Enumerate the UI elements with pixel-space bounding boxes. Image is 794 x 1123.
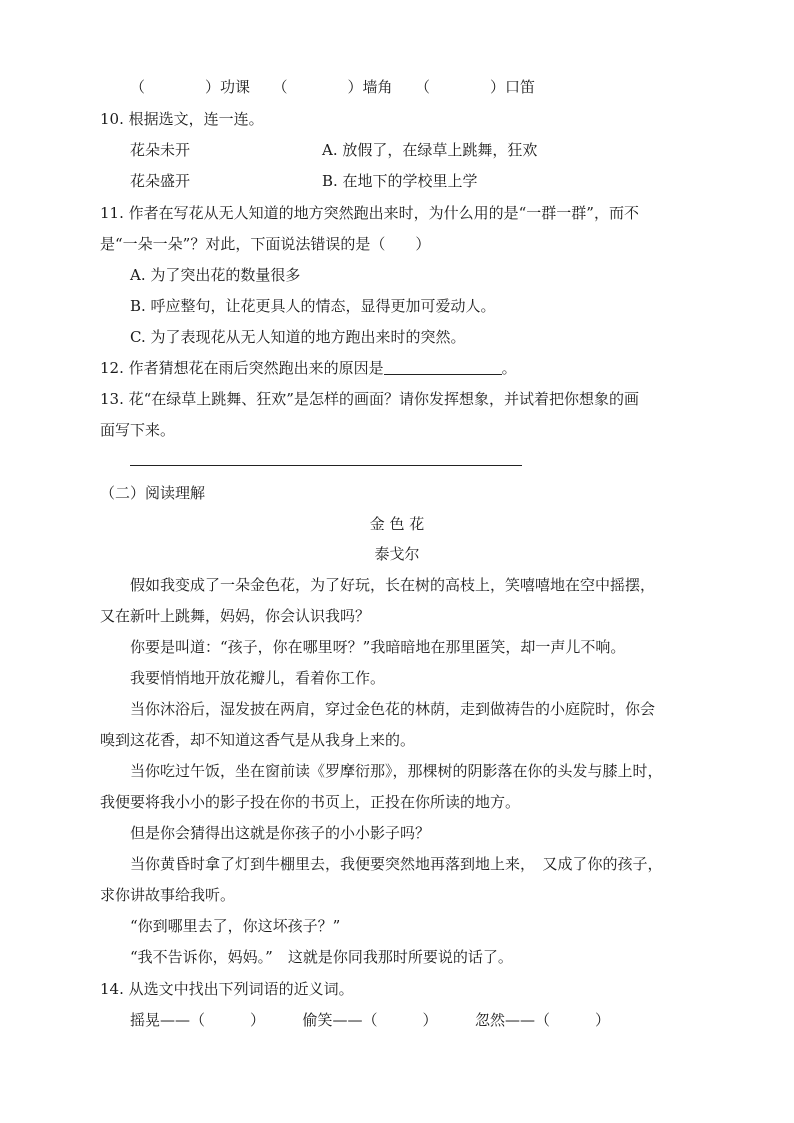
question-14: 14. 从选文中找出下列词语的近义词。 <box>100 980 354 998</box>
q13-answer-line[interactable] <box>130 465 522 466</box>
question-13-line-2: 面写下来。 <box>100 421 176 439</box>
paragraph-7-line-2: 求你讲故事给我听。 <box>100 886 236 904</box>
paragraph-7-line-1: 当你黄昏时拿了灯到牛棚里去，我便要突然地再落到地上来， 又成了你的孩子， <box>100 855 663 873</box>
q10-right-item-b: B. 在地下的学校里上学 <box>322 172 478 190</box>
paragraph-6: 但是你会猜得出这就是你孩子的小小影子吗？ <box>100 824 431 842</box>
q12-period: 。 <box>501 359 517 377</box>
paragraph-8: “你到哪里去了，你这坏孩子？” <box>100 917 341 935</box>
question-11-line-2: 是“一朵一朵”？对此，下面说法错误的是（ ） <box>100 235 431 253</box>
q10-right-item-a: A. 放假了，在绿草上跳舞，狂欢 <box>322 141 538 159</box>
q11-option-a: A. 为了突出花的数量很多 <box>130 266 301 284</box>
q10-left-item-2: 花朵盛开 <box>130 172 191 190</box>
question-10: 10. 根据选文，连一连。 <box>100 110 264 128</box>
q14-synonym-row: 摇晃——（ ） 偷笑——（ ） 忽然——（ ） <box>100 1011 611 1029</box>
poem-title: 金 色 花 <box>369 515 425 533</box>
paragraph-5-line-1: 当你吃过午饭，坐在窗前读《罗摩衍那》，那棵树的阴影落在你的头发与膝上时， <box>100 762 663 780</box>
section-heading: （二）阅读理解 <box>100 484 206 502</box>
paragraph-4-line-2: 嗅到这花香，却不知道这香气是从我身上来的。 <box>100 731 416 749</box>
paragraph-2: 你要是叫道：“孩子，你在哪里呀？”我暗暗地在那里匿笑，却一声儿不响。 <box>100 638 626 656</box>
paragraph-4-line-1: 当你沐浴后，湿发披在两肩，穿过金色花的林荫，走到做祷告的小庭院时，你会 <box>100 700 656 718</box>
q12-prompt: 12. 作者猜想花在雨后突然跑出来的原因是 <box>100 359 384 377</box>
fill-blank-row: （ ）功课 （ ）墙角 （ ）口笛 <box>130 78 536 96</box>
poem-author: 泰戈尔 <box>374 545 420 563</box>
question-11-line-1: 11. 作者在写花从无人知道的地方突然跑出来时，为什么用的是“一群一群”，而不 <box>100 204 639 222</box>
q12-answer-blank[interactable] <box>384 360 502 375</box>
question-13-line-1: 13. 花“在绿草上跳舞、狂欢”是怎样的画面？请你发挥想象，并试着把你想象的画 <box>100 390 639 408</box>
q11-option-b: B. 呼应整句，让花更具人的情态，显得更加可爱动人。 <box>130 297 496 315</box>
paragraph-1-line-2: 又在新叶上跳舞，妈妈，你会认识我吗？ <box>100 607 371 625</box>
paragraph-3: 我要悄悄地开放花瓣儿，看着你工作。 <box>100 669 386 687</box>
paragraph-9: “我不告诉你，妈妈。” 这就是你同我那时所要说的话了。 <box>100 948 513 966</box>
paragraph-5-line-2: 我便要将我小小的影子投在你的书页上，正投在你所读的地方。 <box>100 793 521 811</box>
question-12 <box>100 358 517 378</box>
q10-left-item-1: 花朵未开 <box>130 141 191 159</box>
paragraph-1-line-1: 假如我变成了一朵金色花，为了好玩，长在树的高枝上，笑嘻嘻地在空中摇摆， <box>100 576 656 594</box>
q11-option-c: C. 为了表现花从无人知道的地方跑出来时的突然。 <box>130 328 466 346</box>
